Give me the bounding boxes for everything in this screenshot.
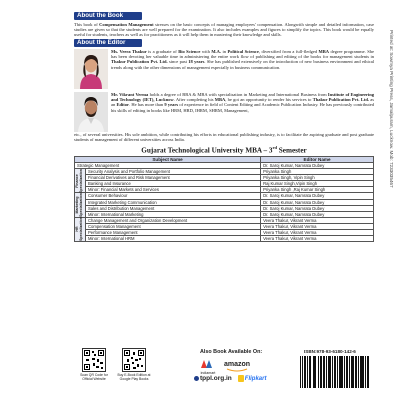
editor1-segment: with [200, 49, 212, 55]
about-book-header: About the Book [74, 12, 142, 20]
editor-cell: Dr. Saroj Kumar, Namrata Dubey [261, 193, 374, 199]
editor-cell: Dr. Saroj Kumar, Namrata Dubey [261, 205, 374, 211]
editor2-segment: Thakur Publication Pvt. Ltd. [312, 97, 369, 103]
subject-cell: Banking and Insurance [86, 181, 261, 187]
tppl-label: tppl.org.in [200, 375, 232, 382]
editor1-segment: Thakur Publication Pvt. Ltd. [111, 59, 168, 65]
editor2-segment: . After completing his [173, 97, 215, 103]
barcode-bar [347, 356, 348, 388]
barcode-bar [321, 356, 322, 388]
subject-cell: Integrated Marketing Communication [86, 199, 261, 205]
editor2-segment: . He has more than [128, 102, 165, 108]
subject-cell: Security Analysis and Portfolio Management [86, 169, 261, 175]
editor1-segment: 18 years [188, 59, 205, 65]
editor2-bio-continued: etc., of several universities. His sole ambition, while contributing his efforts in educational publishing industry, is to facilitate the aspiring graduate and post graduate students of management of different universities across India. [74, 132, 374, 143]
editor1-block [74, 49, 374, 89]
subject-header: Subject Name [75, 156, 261, 162]
editor-cell: Veera Thakur, Vikrant Verma [261, 236, 374, 242]
printer-info: Printed at: Sowmya Printing Press, Jamalpuram, Lucknow. Mob: 7233035467 [389, 30, 394, 188]
editor-cell: Veera Thakur, Vikrant Verma [261, 223, 374, 229]
editor2-segment: 9 years [164, 102, 179, 108]
editor2-bio [111, 92, 374, 112]
table-title [74, 145, 374, 154]
editor-cell: Dr. Saroj Kumar, Namrata Dubey [261, 162, 374, 168]
specialization-cell [75, 169, 86, 193]
barcode-bar [300, 356, 301, 388]
editor2-block [74, 92, 374, 132]
barcode-bar [342, 356, 343, 388]
editor2-segment: as an [111, 97, 374, 108]
barcode-bar [310, 356, 311, 388]
editor1-segment: , diversified from a full-fledged [258, 49, 319, 55]
editor1-photo [74, 49, 108, 89]
subject-cell: Minor: International HRM [86, 236, 261, 242]
editor-cell: Veera Thakur, Vikrant Verma [261, 217, 374, 223]
editor1-segment: since past [167, 59, 189, 65]
barcode-bar [362, 356, 363, 388]
subject-cell: Sales and Distribution Management [86, 205, 261, 211]
footer [74, 348, 374, 400]
specialization-label: HR Specialization [75, 217, 83, 242]
specialization-label: Finance Specialization [75, 168, 83, 193]
qr-code-icon[interactable] [122, 348, 146, 372]
subject-cell: Financial Derivatives and Risk Management [86, 175, 261, 181]
barcode-bar [332, 356, 333, 388]
editor1-segment: Bio Science [178, 49, 201, 55]
subject-cell: Minor: Financial Markets and Services [86, 187, 261, 193]
editor-cell: Dr. Saroj Kumar, Namrata Dubey [261, 211, 374, 217]
specialization-cell [75, 217, 86, 241]
editor2-segment: Mr. Vikrant Verma [111, 92, 149, 98]
tppl-logo[interactable] [194, 375, 232, 382]
specialization-cell [75, 193, 86, 217]
table-title-sup: rd [272, 145, 277, 151]
specialization-label: Marketing Specialization [75, 193, 83, 218]
editor-cell: Raj Kumar Singh,Vipin Singh [261, 181, 374, 187]
about-book-segment: stresses on the basic concepts of managing employees' compensation. Alongwith simple and detailed information, case studies are given so that the students are well prepared for the examination. It also includes examples and figures to simplify the topics. This book would be equally useful for students, teachers as well as for practitioners as it will help them in mastering their knowledge and skills. [74, 22, 375, 38]
store-row-top [198, 358, 250, 375]
about-book-segment: Compensation Management [99, 22, 154, 27]
flipkart-logo[interactable] [238, 375, 267, 382]
about-editor-header: About the Editor [74, 39, 142, 47]
qr-website-block [76, 348, 112, 381]
editor1-segment: MBA [318, 49, 330, 55]
store-row-bottom [194, 375, 266, 382]
barcode-bar [352, 356, 354, 388]
barcode-bar [358, 356, 359, 388]
editor1-segment: M.A. [211, 49, 222, 55]
editor2-segment: Editor [116, 102, 129, 108]
qr-website-caption: Scan QR Code for Official Website [80, 373, 108, 381]
editor2-segment: holds a degree of BBA & MBA with specialisation in Marketing and International Business from [148, 92, 328, 98]
editor1-segment: is a graduate of [146, 49, 179, 55]
indiamart-label: indiamart [200, 371, 216, 375]
barcode-bar [305, 356, 306, 388]
flipkart-label: Flipkart [244, 375, 267, 382]
editor-cell: Dr. Saroj Kumar, Namrata Dubey [261, 199, 374, 205]
table-body [75, 162, 374, 241]
about-book-text [74, 22, 374, 37]
amazon-label: amazon [224, 360, 251, 368]
editor-cell: Priyanka Singh, Vipin Singh [261, 175, 374, 181]
editor1-segment: Ms. Veera Thakur [111, 49, 147, 55]
flipkart-bag-icon [238, 375, 244, 382]
editor1-segment: degree programme. She has been devoting her valuable time in administering the entire work flow of publishing and editing of the books for management students in [111, 49, 374, 60]
editor-cell: Priyanka Singh ,Raj Kumar Singh [261, 187, 374, 193]
editor-cell: Priyanka Singh [261, 169, 374, 175]
table-title-end: Semester [276, 146, 307, 155]
qr-ebook-caption: Buy E-Book Edition at Google Play Books [117, 373, 151, 381]
barcode-bar [326, 356, 327, 388]
subject-cell: Compensation Management [86, 223, 261, 229]
subject-cell: Performance Management [86, 229, 261, 235]
table-title-text: Gujarat Technological University MBA – 3 [141, 146, 273, 155]
subject-cell: Strategic Management [75, 162, 261, 168]
editor1-segment: in [221, 49, 228, 55]
editor1-segment: Political Science [227, 49, 259, 55]
cover-content [74, 12, 374, 242]
subject-cell: Minor: International Marketing [86, 211, 261, 217]
editor2-segment: of experience in field of Content Editing and Academic Publication Industry. He has previously contributed his skills of editing in books like HRM, HRD, IHRM, SHRM, Management, [111, 102, 375, 113]
barcode-bar [337, 356, 338, 388]
editor1-segment: . She has published extensively on the introduction of new business environment and ethical trends along with the other dimensions of management especially in business communication. [111, 59, 374, 70]
editor-cell: Veera Thakur, Vikrant Verma [261, 229, 374, 235]
subjects-table [74, 156, 374, 242]
qr-code-icon[interactable] [82, 348, 106, 372]
qr-ebook-block [116, 348, 152, 381]
available-on-title: Also Book Available On: [200, 349, 263, 355]
editor-header: Editor Name [261, 156, 374, 162]
editor2-photo [74, 92, 108, 132]
editor2-segment: , he got an opportunity to render his services to [225, 97, 313, 103]
subject-cell: Change Management and Organization Development [86, 217, 261, 223]
barcode [300, 356, 370, 388]
about-book-segment: This book of [74, 22, 100, 27]
barcode-bar [368, 356, 369, 388]
editor2-segment: MBA [214, 97, 226, 103]
editor1-bio [111, 49, 374, 69]
barcode-bar [315, 356, 316, 388]
table-row [75, 236, 374, 242]
indiamart-logo[interactable] [198, 358, 218, 375]
amazon-logo[interactable] [224, 361, 250, 373]
isbn-text: ISBN:978-93-6180-142-6 [304, 349, 356, 354]
subject-cell: Consumer Behaviour [86, 193, 261, 199]
editor2-segment: Institute of Engineering and Technology (IET), Lucknow [111, 92, 374, 103]
globe-icon [194, 376, 199, 381]
